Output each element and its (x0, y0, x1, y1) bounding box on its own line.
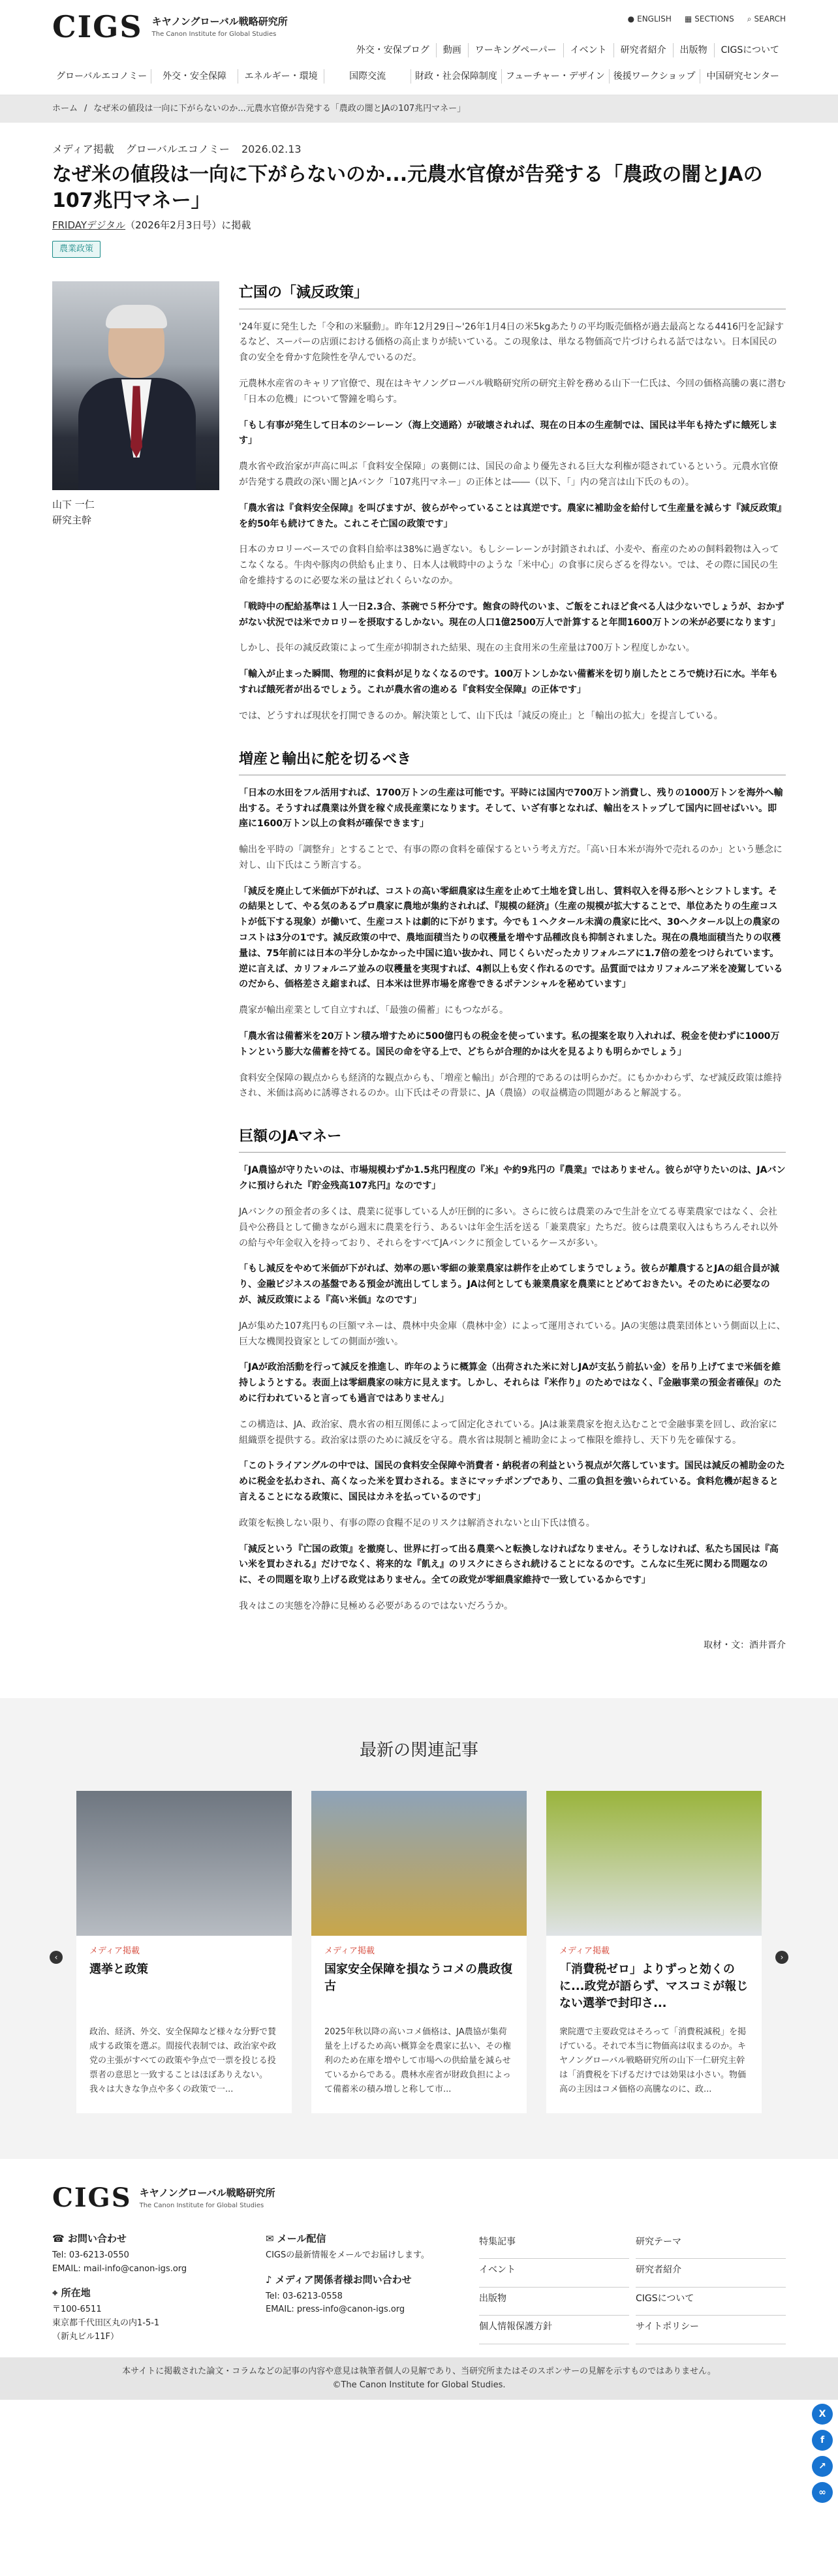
logo-mark: CIGS (52, 9, 143, 44)
card-image[interactable] (311, 1791, 527, 1936)
microphone-icon: ♪ (266, 2273, 275, 2286)
article-date: 2026.02.13 (241, 143, 302, 155)
body-paragraph: '24年夏に発生した「令和の米騒動」。昨年12月29日~'26年1月4日の米5kgあたりの平均販売価格が過去最高となる4416円を記録するなど、スーパーの店頭における価格の高止まりが続いている。この現象は、単なる物価高で片づけられる話ではない。日本国民の食の安全を脅かす危険性を孕んでいるのだ。 (239, 321, 784, 364)
quote-paragraph: 「このトライアングルの中では、国民の食料安全保障や消費者・納税者の利益という視点が欠落しています。国民は減反の補助金のために税金を払わされ、高くなった米を買わされる。まさにマッチポンプであり、二重の負担を強いられている。食料危機が起きると言えることになる政策に、国民はカネを払っているのです」 (239, 1461, 785, 1502)
site-footer (0, 2159, 838, 2413)
article-credit: 取材・文：酒井晋介 (704, 1639, 786, 1651)
card-excerpt: 2025年秋以降の高いコメ価格は、JA農協が集荷量を上げるため高い概算金を農家に払い、その権利のため在庫を増やして市場への供給量を減らせているからである。農林水産省が財政負担によって備蓄米の積み増しと称して市... (324, 2026, 512, 2094)
nav-exchange[interactable]: 国際交流 (324, 69, 411, 84)
topic-tag[interactable]: 農業政策 (52, 241, 101, 258)
footer-link-privacy[interactable]: 個人情報保護方針 (479, 2316, 629, 2344)
article-section (239, 748, 786, 1102)
article-container (52, 141, 786, 1653)
article-meta (52, 141, 786, 158)
body-paragraph: しかし、長年の減反政策によって生産が抑制された結果、現在の主食用米の生産量は700万トン程度しかない。 (239, 643, 695, 654)
body-paragraph: 政策を転換しない限り、有事の際の食糧不足のリスクは解消されないと山下氏は憤る。 (239, 1517, 595, 1529)
article-source (52, 217, 786, 233)
footer-link-about[interactable]: CIGSについて (636, 2288, 786, 2316)
related-articles (0, 1698, 838, 2159)
nav-publications[interactable]: 出版物 (673, 43, 714, 57)
breadcrumb-current: なぜ米の値段は一向に下がらないのか...元農水官僚が告発する「農政の闇とJAの107兆円マネー」 (93, 104, 466, 114)
nav-video[interactable]: 動画 (436, 43, 468, 57)
nav-energy[interactable]: エネルギー・環境 (238, 69, 324, 84)
article-content (239, 281, 786, 1624)
site-logo[interactable] (52, 9, 288, 44)
disclaimer: 本サイトに掲載された論文・コラムなどの記事の内容や意見は執筆者個人の見解であり、当研究所またはそのスポンサーの見解を示すものではありません。 (122, 2366, 716, 2376)
author-role: 研究主幹 (52, 514, 92, 527)
menu-icon: ▦ (684, 14, 692, 23)
contact-email-link[interactable]: EMAIL: mail-info@canon-igs.org (52, 2263, 187, 2274)
card-excerpt: 衆院選で主要政党はそろって「消費税減税」を掲げている。それで本当に物価高は収まるのか。キヤノングローバル戦略研究所の山下一仁研究主幹は「消費税を下げるだけでは効果は小さい。物価高の主因はコメ価格の高騰なのに、政... (559, 2026, 747, 2094)
card-title[interactable]: 国家安全保障を損なうコメの農政復古 (324, 1962, 512, 1993)
org-name-en: The Canon Institute for Global Studies (151, 31, 277, 38)
page-title: なぜ米の値段は一向に下がらないのか...元農水官僚が告発する「農政の闇とJAの107兆円マネー」 (52, 163, 763, 213)
footer-logo[interactable]: CIGS キヤノングローバル戦略研究所 The Canon Institute for Global Studies (52, 2182, 275, 2213)
share-icon[interactable]: ↗ (812, 2456, 833, 2477)
utility-nav (628, 13, 786, 25)
quote-paragraph: 「もし有事が発生して日本のシーレーン（海上交通路）が破壊されれば、現在の日本の生産制では、国民は半年も持たずに餓死します」 (239, 420, 778, 446)
carousel-next-button[interactable]: › (775, 1951, 788, 1964)
article-body (52, 281, 786, 1624)
article-type: メディア掲載 (52, 143, 114, 155)
article-category[interactable]: グローバルエコノミー (125, 143, 230, 155)
footer-link-policy[interactable]: サイトポリシー (636, 2316, 786, 2344)
footer-link-publications[interactable]: 出版物 (479, 2288, 629, 2316)
nav-diplomacy[interactable]: 外交・安全保障 (151, 69, 238, 84)
nav-working-paper[interactable]: ワーキングペーパー (468, 43, 563, 57)
phone-icon: ☎ (52, 2232, 68, 2244)
quote-paragraph: 「戦時中の配給基準は１人一日2.3合、茶碗で５杯分です。飽食の時代のいま、ご飯をこれほど食べる人は少ないでしょうが、おかずがない状況では米でカロリーを摂取するしかない。現在の人口1億2500万人で計算すると年間1600万トンの米が必要になります」 (239, 601, 784, 628)
card-image[interactable] (546, 1791, 762, 1936)
copyright-bar (0, 2357, 838, 2400)
section-heading: 増産と輸出に舵を切るべき (239, 748, 786, 775)
author-box (52, 281, 219, 1624)
card-excerpt: 政治、経済、外交、安全保障など様々な分野で賛成する政策を選ぶ。間接代表制では、政治家や政党の主張がすべての政策や争点で一票を投じる投票者の意思と一致することはほぼありえない。我々は大きな争点や多くの政策で一... (89, 2026, 277, 2094)
english-link[interactable]: ● ENGLISH (628, 13, 672, 25)
nav-global-economy[interactable]: グローバルエコノミー (56, 71, 147, 82)
quote-paragraph: 「農水省は『食料安全保障』を叫びますが、彼らがやっていることは真逆です。農家に補助金を給付して生産量を減らす『減反政策』を約50年も続けてきた。これこそ亡国の政策です」 (239, 503, 782, 529)
article-section (239, 1125, 786, 1615)
press-email-link[interactable]: EMAIL: press-info@canon-igs.org (266, 2304, 405, 2315)
x-share-icon[interactable]: X (812, 2404, 833, 2425)
body-paragraph: 食料安全保障の観点からも経済的な観点からも、「増産と輸出」が合理的であるのは明らかだ。にもかかわらず、なぜ減反政策は維持され、米価は高めに誘導されるのか。山下氏はその背景に、JA（農協）の収益構造の問題があると解説する。 (239, 1072, 782, 1099)
footer-mail: ✉ メール配信 CIGSの最新情報をメールでお届けします。 ♪ メディア関係者様お問い合わせ Tel: 03-6213-0558 EMAIL: press-info@canon-igs.org (266, 2231, 453, 2344)
carousel-prev-button[interactable]: ‹ (50, 1951, 63, 1964)
quote-paragraph: 「日本の水田をフル活用すれば、1700万トンの生産は可能です。平時には国内で700万トン消費し、残りの1000万トンを海外へ輸出する。そうすれば農業は外貨を稼ぐ成長産業になります。そして、いざ有事となれば、輸出をストップして国内に回せばいい。即座に1600万トン以上の食料が確保できます」 (239, 787, 783, 830)
breadcrumb (0, 95, 838, 123)
related-heading: 最新の関連記事 (359, 1741, 478, 1761)
body-paragraph: JAバンクの預金者の多くは、農業に従事している人が圧倒的に多い。さらに彼らは農業のみで生計を立てる専業農家ではなく、会社員や公務員として働きながら週末に農業を行う、あるいは年金生活を送る「兼業農家」たちだ。彼らは農業収入はもちろんそれ以外の給与や年金収入を持っており、それらをすべてJAバンクに預金しているケースが多い。 (239, 1207, 778, 1249)
card-title[interactable]: 選挙と政策 (89, 1962, 148, 1976)
body-paragraph: 我々はこの実態を冷静に見極める必要があるのではないだろうか。 (239, 1600, 513, 1611)
search-link[interactable]: ⌕ SEARCH (747, 13, 786, 25)
nav-fiscal[interactable]: 財政・社会保障制度 (411, 69, 501, 84)
nav-future-design[interactable]: フューチャー・デザイン (501, 69, 609, 84)
card-category: メディア掲載 (324, 1946, 375, 1956)
org-name-jp: キヤノングローバル戦略研究所 (151, 16, 288, 27)
article-section (239, 281, 786, 724)
body-paragraph: 農家が輸出産業として自立すれば、「最強の備蓄」にもつながる。 (239, 1005, 508, 1016)
body-paragraph: JAが集めた107兆円もの巨額マネーは、農林中央金庫（農林中金）によって運用されている。JAの実態は農業団体という側面以上に、巨大な機関投資家としての側面が強い。 (239, 1320, 786, 1347)
location-icon: ⌖ (52, 2287, 61, 2299)
related-cards (52, 1791, 786, 2113)
related-card[interactable] (76, 1791, 292, 2113)
body-paragraph: 農水省や政治家が声高に叫ぶ「食料安全保障」の裏側には、国民の命より優先される巨大な利権が隠されているという。元農水官僚が告発する農政の深い闇とJAバンク「107兆円マネー」の正体とは――（以下、「」内の発言は山下氏のもの）。 (239, 461, 778, 488)
share-buttons (812, 2404, 833, 2503)
footer-contact: ☎ お問い合わせ Tel: 03-6213-0550 EMAIL: mail-info@canon-igs.org ⌖ 所在地 〒100-6511 東京都千代田区丸の内1-5-1 （新丸ビル11F） (52, 2231, 240, 2344)
section-heading: 亡国の「減反政策」 (239, 281, 786, 309)
breadcrumb-home[interactable]: ホーム (52, 104, 78, 114)
research-nav (52, 69, 786, 84)
quote-paragraph: 「JAが政治活動を行って減反を推進し、昨年のように概算金（出荷された米に対しJAが支払う前払い金）を吊り上げてまで米価を維持しようとする。表面上は零細農家の味方に見えます。しかし、それらは『米作り』のためではなく、『金融事業の預金者確保』のために行われていると言っても過言ではありません」 (239, 1362, 782, 1404)
footer-link-themes[interactable]: 研究テーマ (636, 2231, 786, 2259)
sections-link[interactable]: ▦ SECTIONS (685, 13, 734, 25)
nav-blog[interactable]: 外交・安保ブログ (356, 45, 429, 55)
card-image[interactable] (76, 1791, 292, 1936)
copyright: ©The Canon Institute for Global Studies. (332, 2380, 506, 2390)
nav-events[interactable]: イベント (563, 43, 613, 57)
author-photo (52, 281, 219, 490)
breadcrumb-separator: / (84, 104, 87, 114)
quote-paragraph: 「輸入が止まった瞬間、物理的に食料が足りなくなるのです。100万トンしかない備蓄米を切り崩したところで焼け石に水。半年もすれば餓死者が出るでしょう。これが農水省の進める『食料安全保障』の正体です」 (239, 669, 778, 695)
footer-link-events[interactable]: イベント (479, 2259, 629, 2288)
body-paragraph: 日本のカロリーベースでの食料自給率は38%に過ぎない。もしシーレーンが封鎖されれば、小麦や、畜産のための飼料穀物は入ってこなくなる。牛肉や豚肉の供給も止まり、日本人は戦時中のような「米中心」の食事に戻らざるを得ない。では、その際に国民の生命を維持するのに必要な米の量はどれくらいなのか。 (239, 544, 779, 586)
footer-link-features[interactable]: 特集記事 (479, 2231, 629, 2259)
footer-link-researchers[interactable]: 研究者紹介 (636, 2259, 786, 2288)
section-heading: 巨額のJAマネー (239, 1125, 786, 1153)
quote-paragraph: 「農水省は備蓄米を20万トン積み増すために500億円もの税金を使っています。私の提案を取り入れれば、税金を使わずに1000万トンという膨大な備蓄を持てる。国民の命を守る上で、どちらが合理的かは火を見るよりも明らかでしょう」 (239, 1031, 780, 1057)
nav-china-center[interactable]: 中国研究センター (700, 69, 786, 84)
facebook-share-icon[interactable]: f (812, 2430, 833, 2451)
nav-about[interactable]: CIGSについて (714, 43, 786, 57)
card-category: メディア掲載 (559, 1946, 610, 1956)
card-title[interactable]: 「消費税ゼロ」よりずっと効くのに...政党が語らず、マスコミが報じない選挙で封印さ... (559, 1962, 749, 2010)
search-icon: ⌕ (747, 14, 752, 23)
mail-icon: ✉ (266, 2232, 277, 2244)
quote-paragraph: 「JA農協が守りたいのは、市場規模わずか1.5兆円程度の『米』や約9兆円の『農業』ではありません。彼らが守りたいのは、JAバンクに預けられた『貯金残高107兆円』なのです」 (239, 1165, 786, 1192)
quote-paragraph: 「減反という『亡国の政策』を撤廃し、世界に打って出る農業へと転換しなければなりません。そうしなければ、私たち国民は『高い米を買わされる』だけでなく、将来的な『飢え』のリスクにさらされ続けることになるのです。こんなに生死に関わる問題なのに、その問題を取り上げる政党はありません。全ての政党が零細農家維持で一致しているからです」 (239, 1544, 779, 1586)
related-card[interactable] (546, 1791, 762, 2113)
body-paragraph: 輸出を平時の「調整弁」とすることで、有事の際の食料を確保するという考え方だ。「高い日本米が海外で売れるのか」という懸念に対し、山下氏はこう断言する。 (239, 845, 783, 871)
publication-link[interactable]: FRIDAYデジタル (52, 219, 126, 231)
author-name[interactable]: 山下 一仁 (52, 499, 95, 511)
nav-workshop[interactable]: 後援ワークショップ (609, 69, 700, 84)
body-paragraph: この構造は、JA、政治家、農水省の相互関係によって固定化されている。JAは兼業農家を抱え込むことで金融事業を回し、政治家に組織票を提供する。政治家は票のために減反を守る。農水省は規制と補助金によって権限を維持し、天下り先を確保する。 (239, 1419, 777, 1446)
body-paragraph: では、どうすれば現状を打開できるのか。解決策として、山下氏は「減反の廃止」と「輸出の拡大」を提言している。 (239, 710, 723, 721)
globe-icon: ● (627, 14, 635, 23)
link-icon[interactable]: ∞ (812, 2482, 833, 2503)
nav-researchers[interactable]: 研究者紹介 (613, 43, 673, 57)
footer-links (479, 2231, 786, 2344)
primary-nav (350, 43, 786, 57)
site-header (0, 0, 838, 95)
mail-signup-link[interactable]: メール配信 (277, 2232, 326, 2244)
card-category: メディア掲載 (89, 1946, 140, 1956)
body-paragraph: 元農林水産省のキャリア官僚で、現在はキヤノングローバル戦略研究所の研究主幹を務める山下一仁氏は、今回の価格高騰の裏に潜む「日本の危機」について警鐘を鳴らす。 (239, 378, 786, 405)
quote-paragraph: 「減反を廃止して米価が下がれば、コストの高い零細農家は生産を止めて土地を貸し出し、賃料収入を得る形へとシフトします。その結果として、やる気のあるプロ農家に農地が集約されれば、『規模の経済』（生産の規模が拡大することで、単位あたりの生産コストが低下する現象）が働いて、生産コストは劇的に下がります。今でも１ヘクタール未満の農家に比べ、30ヘクタール以上の農家のコストは3分の1です。減反政策の中で、農地面積当たりの収穫量を増やす品種改良も抑制されました。現在の農地面積当たりの収穫量は、75年前には日本の半分しかなかった中国に追い抜かれ、同じくらいだったカリフォルニアに1.7倍の差をつけられています。逆に言えば、カリフォルニア並みの収穫量を実現すれば、4割以上も安く作れるのです。品質面ではカリフォルニア米を凌駕しているのだから、価格差さえ縮まれば、日本米は世界市場を席巻できるポテンシャルを秘めています」 (239, 886, 783, 990)
quote-paragraph: 「もし減反をやめて米価が下がれば、効率の悪い零細の兼業農家は耕作を止めてしまうでしょう。彼らが離農するとJAの組合員が減り、金融ビジネスの基盤である預金が流出してしまう。JAは何としても兼業農家を農業にとどめておきたい。そのために必要なのが、減反政策による『高い米価』なのです」 (239, 1264, 780, 1306)
related-card[interactable] (311, 1791, 527, 2113)
publication-note: （2026年2月3日号）に掲載 (125, 219, 251, 231)
